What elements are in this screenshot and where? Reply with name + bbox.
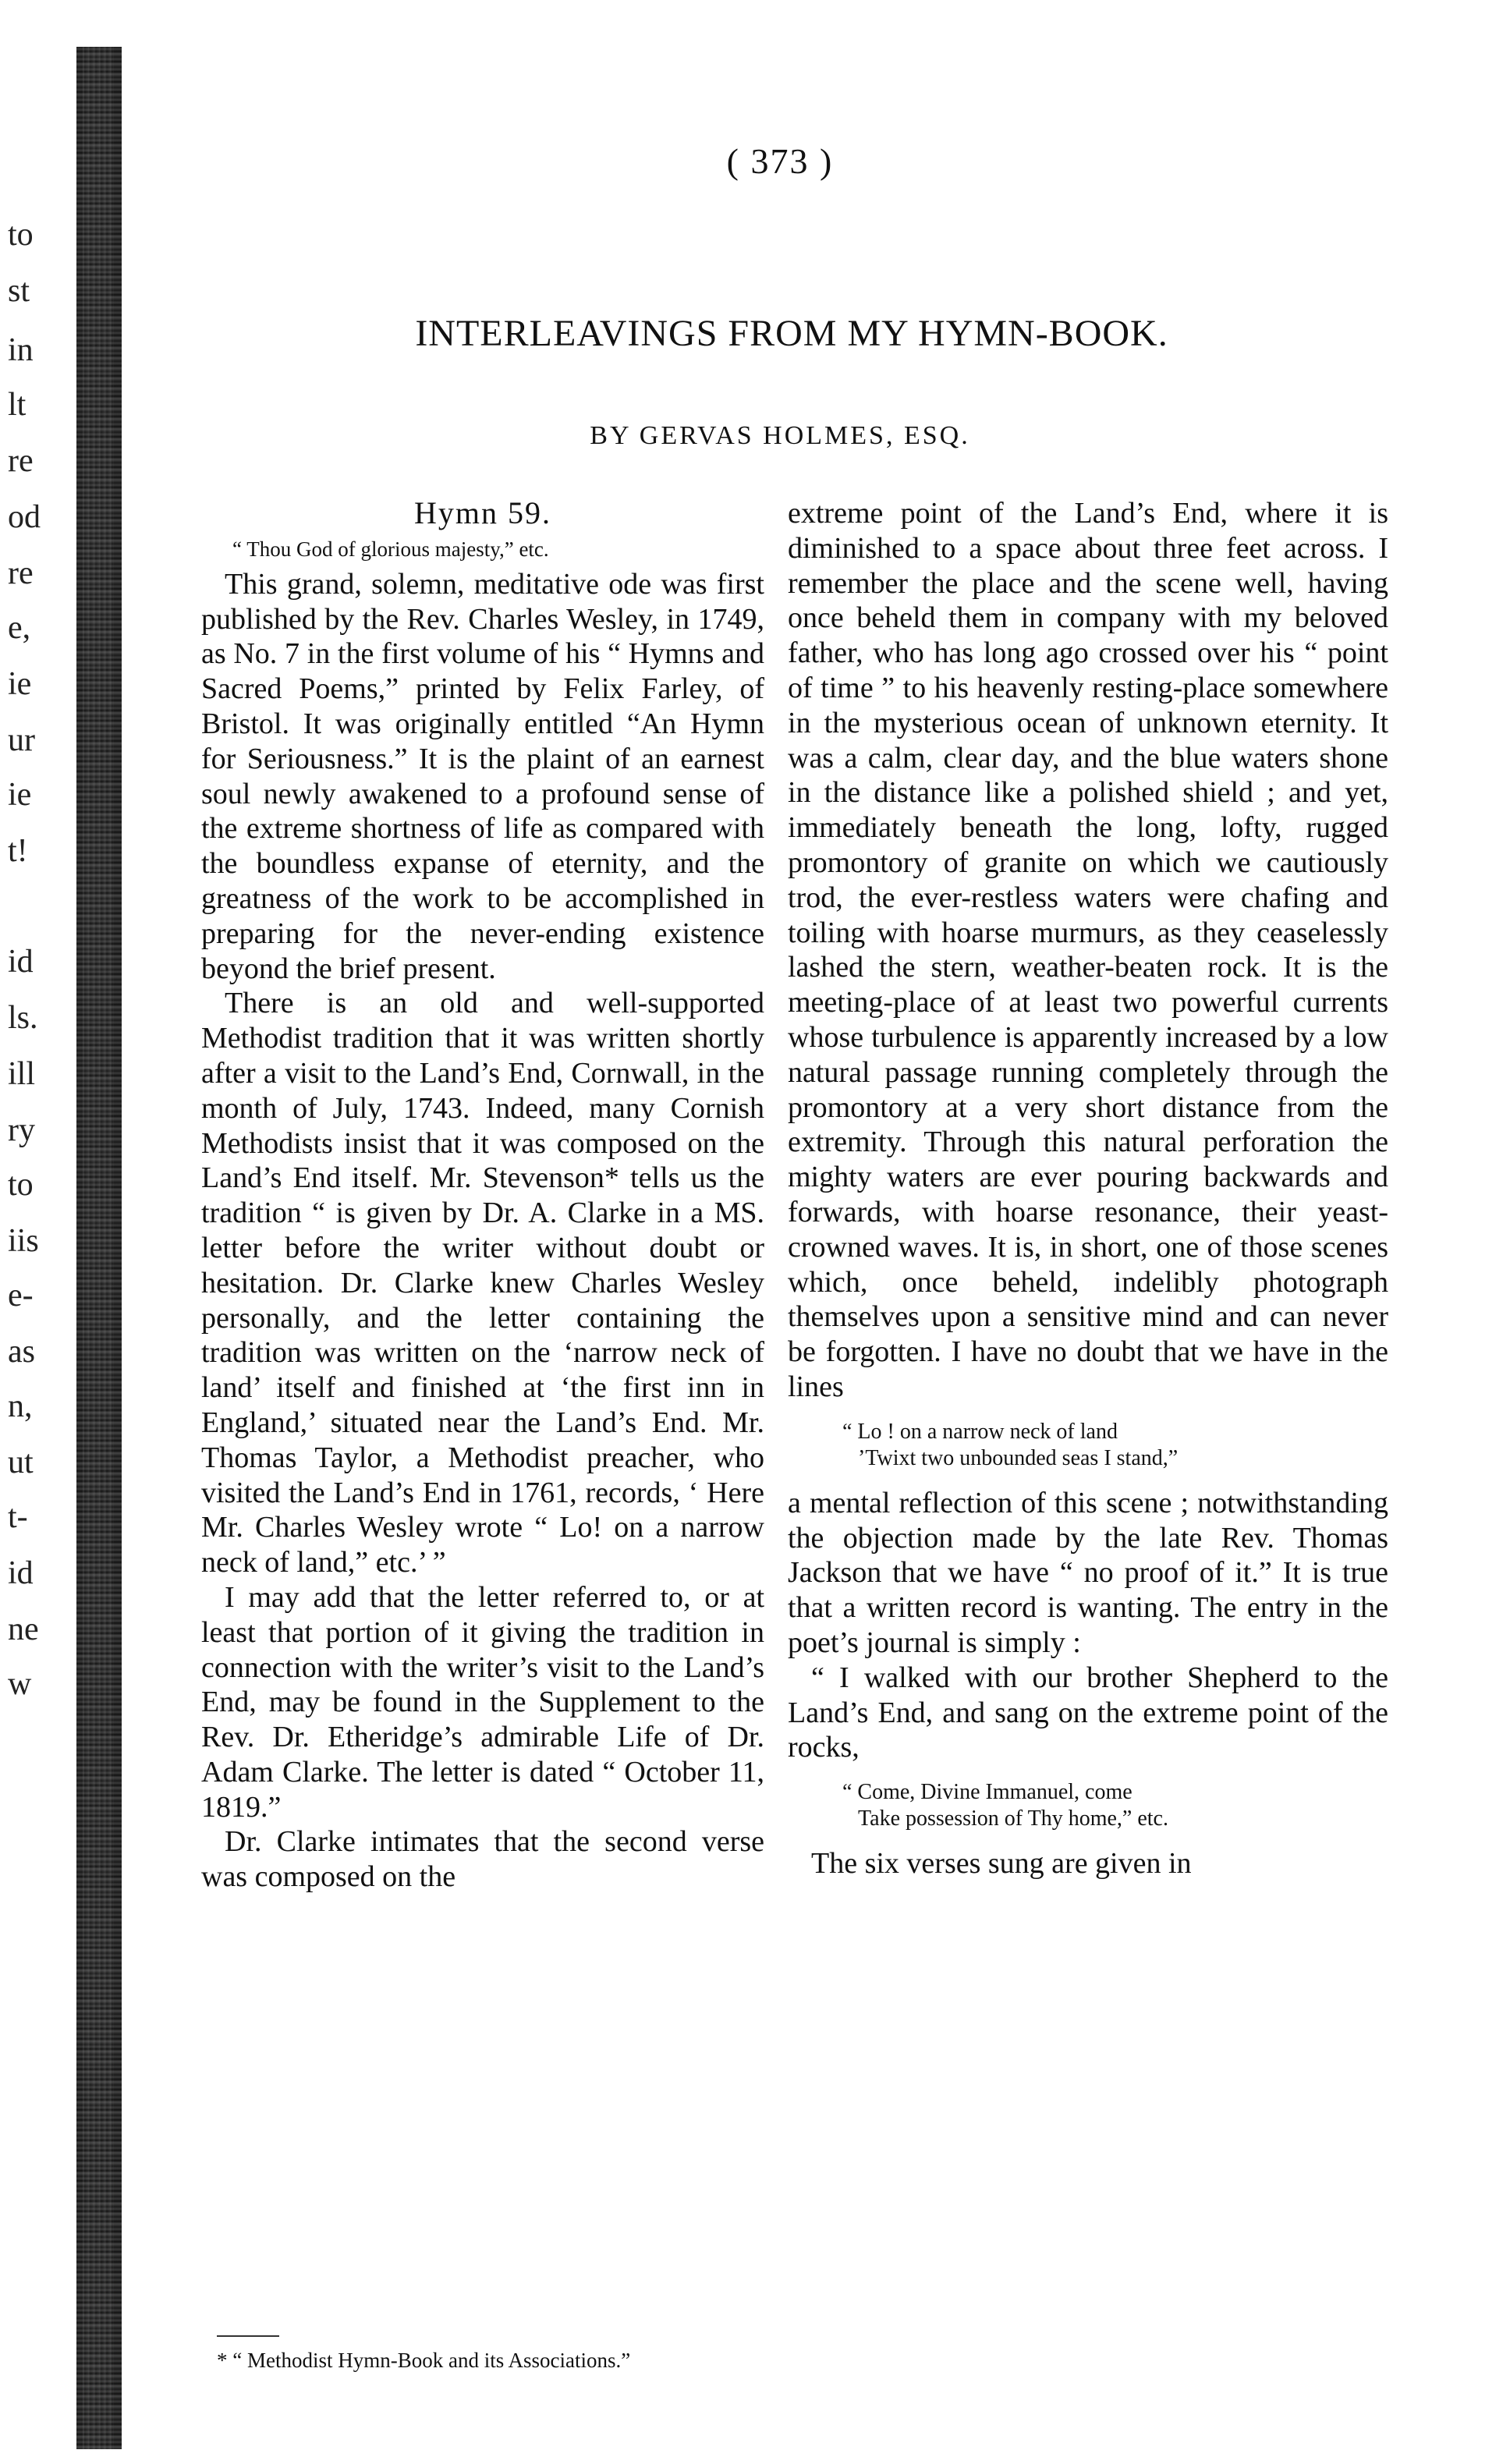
margin-fragment: iis [8,1223,39,1259]
page-number: ( 373 ) [726,141,834,181]
article-byline: BY GERVAS HOLMES, ESQ. [590,421,970,450]
paragraph: “ I walked with our brother Shepherd to the Land’s End, and sang on the extreme point of the rocks, [788,1661,1388,1764]
margin-fragment: ill [8,1056,36,1092]
margin-fragment: id [8,1555,34,1591]
verse-line: Take possession of Thy home,” etc. [858,1806,1168,1831]
margin-fragment: n, [8,1388,33,1424]
paragraph: There is an old and well-supported Methodist tradition that it was written shortly after a visit to the Land’s End, Cornwall, in the month of July, 1743. Indeed, many Cornish Methodists insist that it was composed on the Land’s End itself. Mr. Stevenson* tells us the tradition “ is given by Dr. A. Clarke in a MS. letter before the writer without doubt or hesitation. Dr. Clarke knew Charles Wesley personally, and the letter containing the tradition was written on the ‘narrow neck of land’ itself and finished at ‘the first inn in England,’ situated near the Land’s End. Mr. Thomas Taylor, a Methodist preacher, who visited the Land’s End in 1761, records, ‘ Here Mr. Charles Wesley wrote “ Lo! on a narrow neck of land,” etc.’ ” [201,987,764,1579]
paragraph: extreme point of the Land’s End, where it is diminished to a space about three feet across. I remember the place and the scene well, having once beheld them in company with my beloved father, who has long ago crossed over his “ point of time ” to his heavenly resting-place somewhere in the mysterious ocean of unknown eternity. It was a calm, clear day, and the blue waters shone in the distance like a polished shield ; and yet, immediately beneath the long, lofty, rugged promontory of granite on which we cautiously trod, the ever-restless waters were chafing and toiling with hoarse murmurs, as they ceaselessly lashed the stern, weather-beaten rock. It is the meeting-place of at least two powerful currents whose turbulence is apparently increased by a low natural passage running completely through the promontory at a very short distance from the extremity. Through this natural perforation the mighty waters are ever pouring backwards and forwards, with hoarse resonance, their yeast-crowned waves. It is, in short, one of those scenes which, once beheld, indelibly photograph themselves upon a sensitive mind and can never be forgotten. I have no doubt that we have in the lines [788,497,1388,1403]
margin-fragment: st [8,273,30,309]
margin-fragment: w [8,1666,32,1702]
margin-fragment: t! [8,833,28,869]
margin-fragment: e- [8,1278,34,1314]
margin-fragment: re [8,555,34,591]
paragraph: Dr. Clarke intimates that the second verse was composed on the [201,1825,764,1894]
margin-fragment: e, [8,610,31,646]
margin-fragment: ne [8,1611,39,1647]
paragraph: a mental reflection of this scene ; notwithstanding the objection made by the late Rev. Thomas Jackson that we have “ no proof of it.” It is true that a written record is wanting. The entry in the poet’s journal is simply : [788,1486,1388,1659]
paragraph: This grand, solemn, meditative ode was first published by the Rev. Charles Wesley, in 1749, as No. 7 in the first volume of his “ Hymns and Sacred Poems,” printed by Felix Farley, of Bristol. It was originally entitled “An Hymn for Seriousness.” It is the plaint of an earnest soul newly awakened to a profound sense of the extreme shortness of life as compared with the boundless expanse of eternity, and the greatness of the work to be accomplished in preparing for the never-ending existence beyond the brief present. [201,567,764,985]
verse-quote [842,1419,1388,1472]
verse-quote [842,1779,1388,1832]
margin-fragment: to [8,1167,34,1203]
margin-fragment: lt [8,387,27,423]
footnote: * “ Methodist Hymn-Book and its Associations.” [217,2349,631,2372]
right-column [788,496,1388,1881]
paragraph: The six verses sung are given in [811,1847,1192,1881]
margin-fragment: ur [8,722,35,758]
margin-fragment: ut [8,1445,34,1480]
verse-line: ’Twixt two unbounded seas I stand,” [858,1445,1179,1470]
margin-fragment: t- [8,1499,28,1535]
hymn-heading: Hymn 59. [414,495,551,530]
margin-fragment: ry [8,1112,35,1148]
margin-fragment: id [8,944,34,980]
footnote-divider [217,2335,279,2337]
margin-fragment: to [8,217,34,253]
margin-fragment: ls. [8,1000,38,1036]
hymn-epigraph: “ Thou God of glorious majesty,” etc. [232,537,549,561]
margin-fragment: ie [8,666,32,702]
margin-fragment: in [8,332,34,368]
left-column [201,496,764,1895]
paragraph: I may add that the letter referred to, or at least that portion of it giving the tradition in connection with the writer’s visit to the Land’s End, may be found in the Supplement to the Rev. Dr. Etheridge’s admirable Life of Dr. Adam Clarke. The letter is dated “ October 11, 1819.” [201,1580,764,1824]
margin-fragment: re [8,443,34,479]
book-binding-edge [76,47,122,2449]
margin-fragment: as [8,1334,35,1370]
margin-fragment: od [8,499,41,535]
margin-fragment: ie [8,777,32,813]
article-title: INTERLEAVINGS FROM MY HYMN-BOOK. [415,313,1168,354]
verse-line: “ Lo ! on a narrow neck of land [842,1419,1118,1444]
verse-line: “ Come, Divine Immanuel, come [842,1780,1132,1805]
